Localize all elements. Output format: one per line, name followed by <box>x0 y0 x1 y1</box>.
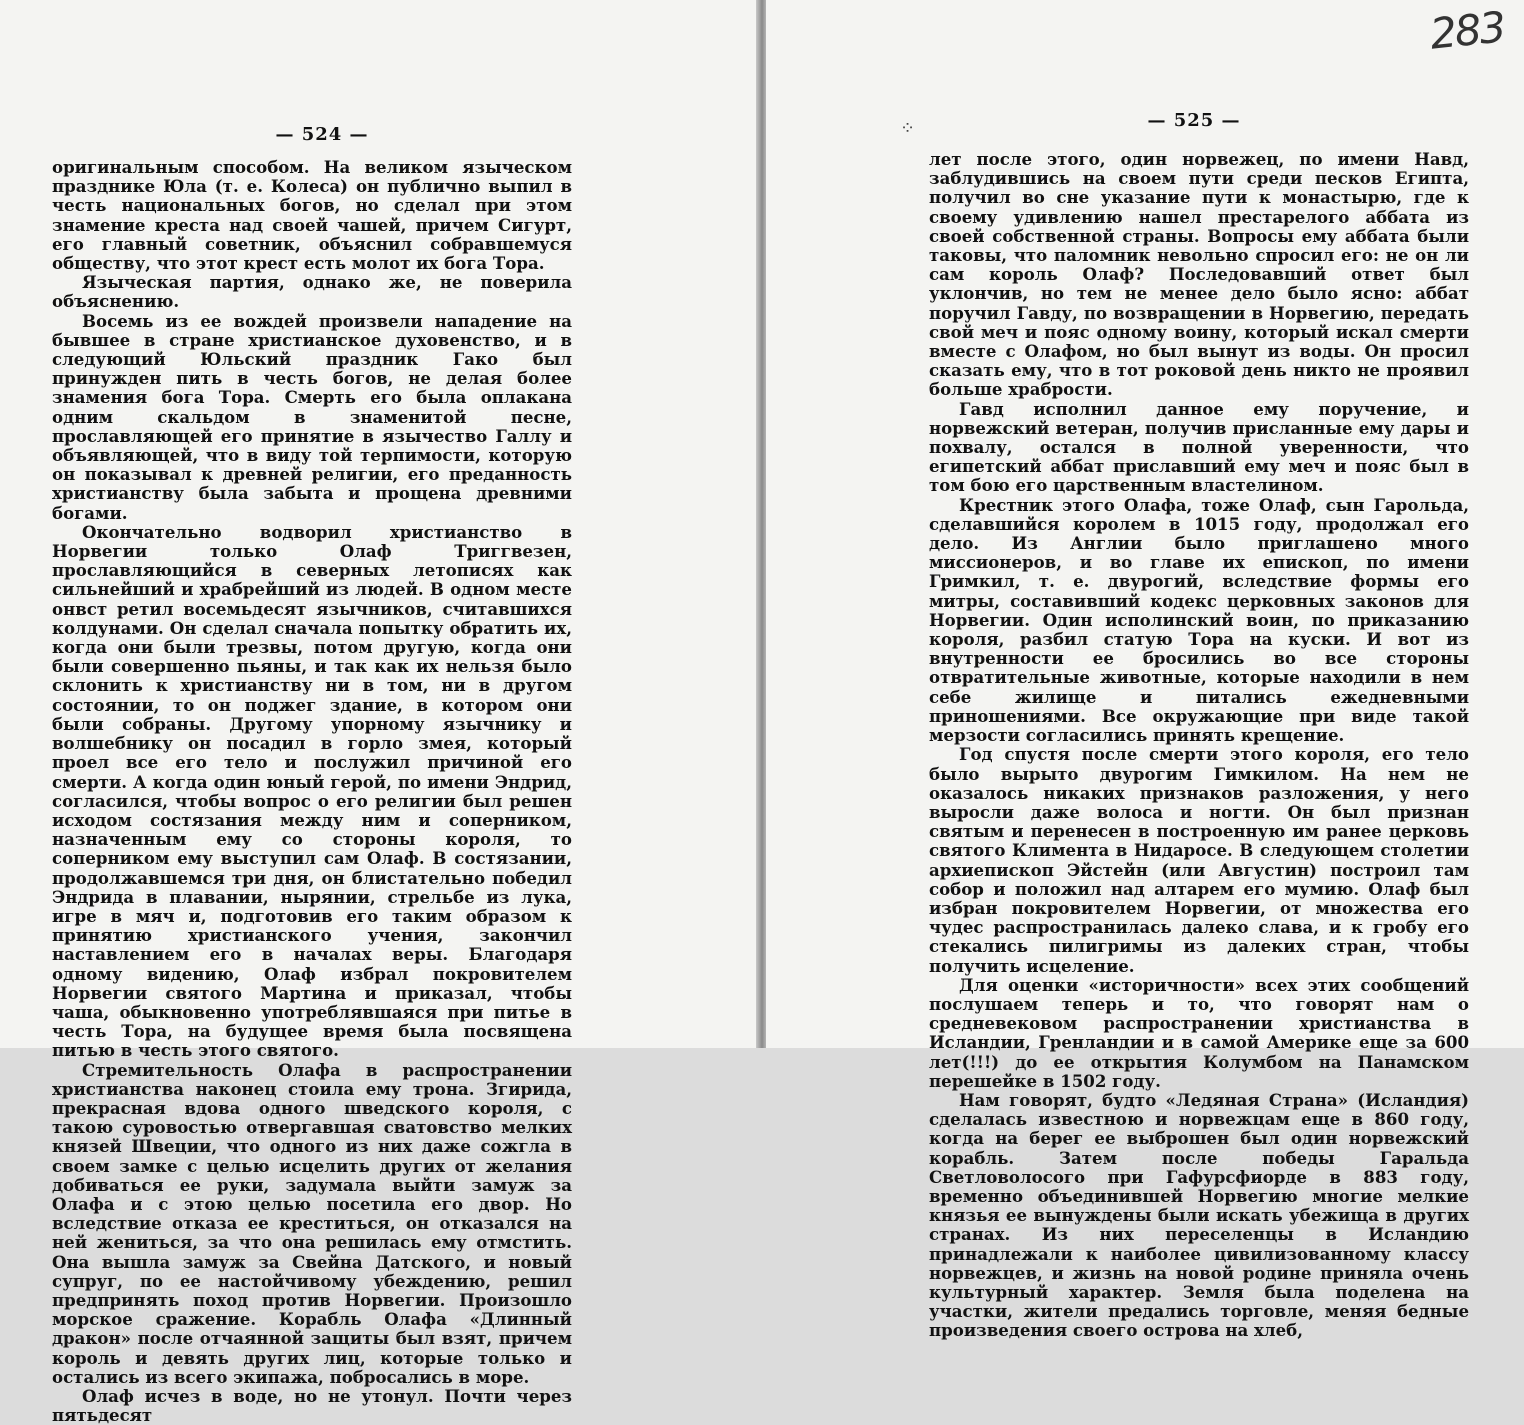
paragraph: лет после этого, один норвежец, по имени Навд, заблудившись на своем пути среди песков Египта, получил во сне указание пути к монастырю, где к своему удивлению нашел престарелого аббата из своей собственной страны. Вопросы ему аббата были таковы, что паломник невольно спросил его: не он ли сам король Олаф? Последовавший ответ был уклончив, но тем не менее дело было ясно: аббат поручил Гавду, по возвращении в Норвегию, передать свой меч и пояс одному воину, который искал смерти вместе с Олафом, но был вынут из воды. Он просил сказать ему, что в тот роковой день никто не проявил больше храбрости. <box>929 149 1469 400</box>
right-page-text <box>929 150 1469 1341</box>
paragraph: Языческая партия, однако же, не поверила объяснению. <box>52 272 572 312</box>
paragraph: Восемь из ее вождей произвели нападение на бывшее в стране христианское духовенство, и в следующий Юльский праздник Гако был принужден пить в честь богов, не делая более знамения бога Тора. Смерть его была оплакана одним скальдом в знаменитой песне, прославляющей его принятие в язычество Галлу и объявляющей, что в виду той терпимости, которую он показывал к древней религии, его преданность христианству была забыта и прощена древними богами. <box>52 310 572 523</box>
left-page <box>0 0 758 1425</box>
left-page-text <box>52 158 572 1425</box>
paragraph: Нам говорят, будто «Ледяная Страна» (Исландия) сделалась известною и норвежцам еще в 860 году, когда на берег ее выброшен был один норвежский корабль. Затем после победы Гаральда Светловолосого при Гафурсфиорде в 883 году, временно объединившей Норвегию многие мелкие князья ее вынуждены были искать убежища в других странах. Из них переселенцы в Исландию принадлежали к наиболее цивилизованному классу норвежцев, и жизнь на новой родине приняла очень культурный характер. Земля была поделена на участки, жители предались торговле, меняя бедные произведения своего острова на хлеб, <box>929 1089 1469 1341</box>
paragraph: Стремительность Олафа в распространении христианства наконец стоила ему трона. Згирида, прекрасная вдова одного шведского короля, с такою суровостью отвергавшая сватовство мелких князей Швеции, что одного из них даже сожгла в своем замке с целью исцелить других от желания добиваться ее руки, задумала выйти замуж за Олафа и с этою целью посетила его двор. Но вследствие отказа ее креститься, он отказался на ней жениться, за что она решилась ему отмстить. Она вышла замуж за Свейна Датского, и новый супруг, по ее настойчивому убеждению, решил предпринять поход против Норвегии. Произошло морское сражение. Корабль Олафа «Длинный дракон» после отчаянной защиты был взят, причем король и девять других лиц, которые только и остались из всего экипажа, побросались в море. <box>52 1059 572 1387</box>
page-number-left: — 524 — <box>275 124 369 145</box>
paragraph: Крестник этого Олафа, тоже Олаф, сын Гарольда, сделавшийся королем в 1015 году, продолжал его дело. Из Англии было приглашено много миссионеров, и во главе их епископ, по имени Гримкил, т. е. двурогий, вследствие формы его митры, составивший кодекс церковных законов для Норвегии. Один исполинский воин, по приказанию короля, разбил статую Тора на куски. И вот из внутренности ее бросились во все стороны отвратительные животные, которые находили в нем себе жилище и питались ежедневными приношениями. Все окружающие при виде такой мерзости согласились принять крещение. <box>929 494 1469 746</box>
paragraph: Окончательно водворил христианство в Норвегии только Олаф Триггвезен, прославляющийся в северных летописях как сильнейший и храбрейший из людей. В одном месте онвст ретил восемьдесят язычников, считавшихся колдунами. Он сделал сначала попытку обратить их, когда они были трезвы, потом другую, когда они были совершенно пьяны, и так как их нельзя было склонить к христианству ни в том, ни в другом состоянии, то он поджег здание, в котором они были собраны. Другому упорному язычнику и волшебнику он посадил в горло змея, который проел все его тело и послужил причиной его смерти. А когда один юный герой, по имени Эндрид, согласился, чтобы вопрос о его религии был решен исходом состязания между ним и соперником, назначенным ему со стороны короля, то соперником ему выступил сам Олаф. В состязании, продолжавшемся три дня, он блистательно победил Эндрида в плавании, нырянии, стрельбе из лука, игре в мяч и, подготовив его таким образом к принятию христианского учения, закончил наставлением его в началах веры. Благодаря одному видению, Олаф избрал покровителем Норвегии святого Мартина и приказал, чтобы чаша, обыкновенно употреблявшаяся при питье в честь Тора, на будущее время была посвящена питью в честь этого святого. <box>52 521 572 1061</box>
paragraph: Для оценки «историчности» всех этих сообщений послушаем теперь и то, что говорят нам о средневековом распространении христианства в Исландии, Гренландии и в самой Америке еще за 600 лет(!!!) до ее открытия Колумбом на Панамском перешейке в 1502 году. <box>929 974 1469 1091</box>
paragraph: Гавд исполнил данное ему поручение, и норвежский ветеран, получив присланные ему дары и похвалу, остался в полной уверенности, что египетский аббат приславший ему меч и пояс был в том бою его царственным властелином. <box>929 398 1469 496</box>
paragraph: Олаф исчез в воде, но не утонул. Почти через пятьдесят <box>52 1386 572 1425</box>
ink-smudge-mark: ⁘ <box>900 118 916 139</box>
paragraph: Год спустя после смерти этого короля, его тело было вырыто двурогим Гимкилом. На нем не оказалось никаких признаков разложения, у него выросли даже волоса и ногти. Он был признан святым и перенесен в построенную им ранее церковь святого Климента в Нидаросе. В следующем столетии архиепископ Эйстейн (или Августин) построил там собор и положил над алтарем его мумию. Олаф был избран покровителем Норвегии, от множества его чудес распространилась далеко слава, и к гробу его стекались пилигримы из далеких стран, чтобы получить исцеление. <box>929 744 1469 976</box>
handwritten-page-number: 283 <box>1427 2 1507 59</box>
paragraph: оригинальным способом. На великом языческом празднике Юла (т. е. Колеса) он публично выпил в честь национальных богов, но сделал при этом знамение креста над своей чашей, причем Сигурт, его главный советник, объяснил собравшемуся обществу, что этот крест есть молот их бога Тора. <box>52 157 572 274</box>
right-page <box>766 0 1524 1341</box>
page-number-right: — 525 — <box>1147 110 1241 131</box>
